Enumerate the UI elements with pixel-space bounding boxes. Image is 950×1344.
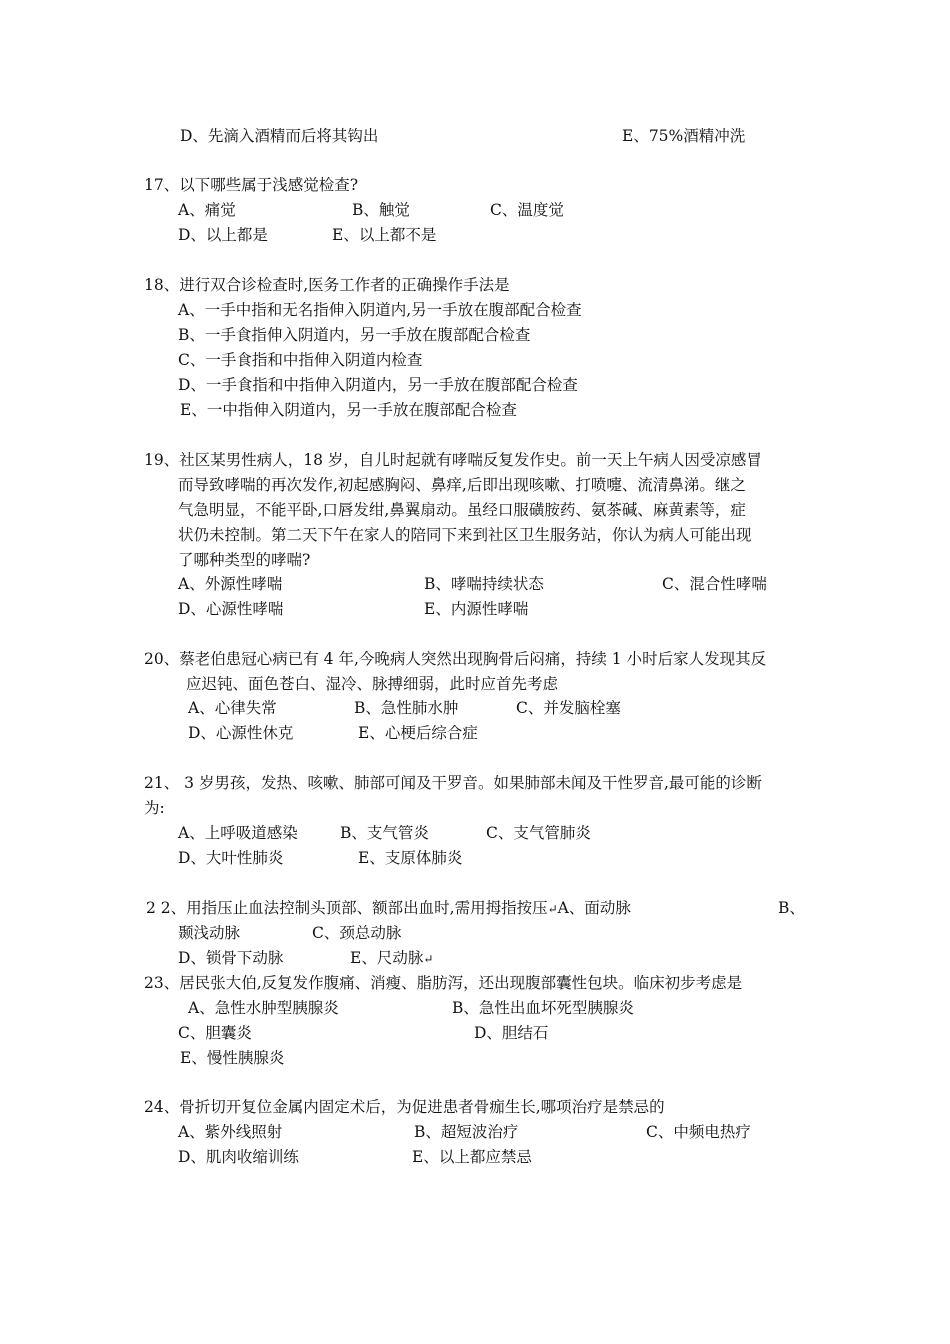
q24-option-d: D、肌肉收缩训练 bbox=[178, 1148, 299, 1166]
q17-option-e: E、以上都不是 bbox=[332, 226, 437, 244]
q19-option-d: D、心源性哮喘 bbox=[178, 600, 284, 618]
q22-option-b: B、 bbox=[778, 899, 805, 917]
q20-stem-line-1: 20、蔡老伯患冠心病已有 4 年,今晚病人突然出现胸骨后闷痛，持续 1 小时后家人发现其反 bbox=[144, 650, 767, 668]
paragraph-mark-icon: ↵ bbox=[423, 952, 434, 966]
q18-option-d: D、一手食指和中指伸入阴道内，另一手放在腹部配合检查 bbox=[178, 376, 578, 394]
q20-option-a: A、心律失常 bbox=[188, 699, 277, 717]
q22-option-e: E、尺动脉 bbox=[350, 949, 424, 967]
q21-option-d: D、大叶性肺炎 bbox=[178, 849, 284, 867]
q21-option-b: B、支气管炎 bbox=[340, 824, 429, 842]
q20-option-b: B、急性肺水肿 bbox=[354, 699, 459, 717]
q20-option-c: C、并发脑栓塞 bbox=[516, 699, 621, 717]
q17-option-c: C、温度觉 bbox=[490, 201, 564, 219]
paragraph-mark-icon: ↵ bbox=[547, 902, 558, 916]
q23-option-c: C、胆囊炎 bbox=[178, 1024, 252, 1042]
q18-option-a: A、一手中指和无名指伸入阴道内,另一手放在腹部配合检查 bbox=[178, 301, 582, 319]
q21-option-e: E、支原体肺炎 bbox=[358, 849, 463, 867]
q20-option-e: E、心梗后综合症 bbox=[358, 724, 478, 742]
q19-option-a: A、外源性哮喘 bbox=[178, 575, 283, 593]
q21-option-a: A、上呼吸道感染 bbox=[178, 824, 298, 842]
q22-option-b-text: 颞浅动脉 bbox=[178, 924, 241, 942]
q20-option-d: D、心源性休克 bbox=[188, 724, 294, 742]
q18-stem: 18、进行双合诊检查时,医务工作者的正确操作手法是 bbox=[144, 276, 510, 294]
q18-option-b: B、一手食指伸入阴道内，另一手放在腹部配合检查 bbox=[178, 326, 531, 344]
q23-option-b: B、急性出血坏死型胰腺炎 bbox=[452, 999, 634, 1017]
q19-option-c: C、混合性哮喘 bbox=[662, 575, 767, 593]
q19-option-e: E、内源性哮喘 bbox=[424, 600, 529, 618]
q16-option-d: D、先滴入酒精而后将其钩出 bbox=[180, 127, 379, 145]
q23-option-d: D、胆结石 bbox=[474, 1024, 549, 1042]
q23-option-e: E、慢性胰腺炎 bbox=[180, 1049, 285, 1067]
q21-stem-line-2: 为: bbox=[144, 799, 165, 817]
q24-option-b: B、超短波治疗 bbox=[414, 1123, 519, 1141]
q22-option-c: C、颈总动脉 bbox=[312, 924, 402, 942]
q24-option-a: A、紫外线照射 bbox=[178, 1123, 283, 1141]
q20-stem-line-2: 应迟钝、面色苍白、湿冷、脉搏细弱，此时应首先考虑 bbox=[186, 675, 559, 693]
q17-stem: 17、以下哪些属于浅感觉检查? bbox=[144, 176, 359, 194]
q19-stem-line-3: 气急明显，不能平卧,口唇发绀,鼻翼扇动。虽经口服磺胺药、氨茶碱、麻黄素等，症 bbox=[178, 501, 746, 519]
q22-stem-text: 2 2、用指压止血法控制头顶部、额部出血时,需用拇指按压 bbox=[146, 899, 548, 917]
q22-option-e-wrap bbox=[350, 948, 433, 969]
q22-option-d: D、锁骨下动脉 bbox=[178, 949, 284, 967]
q24-stem: 24、骨折切开复位金属内固定术后，为促进患者骨痂生长,哪项治疗是禁忌的 bbox=[144, 1098, 665, 1116]
q21-stem-line-1: 21、 3 岁男孩，发热、咳嗽、肺部可闻及干罗音。如果肺部未闻及干性罗音,最可能的诊断 bbox=[144, 774, 762, 792]
q19-stem-line-1: 19、社区某男性病人，18 岁，自儿时起就有哮喘反复发作史。前一天上午病人因受凉感冒 bbox=[144, 451, 762, 469]
q19-stem-line-2: 而导致哮喘的再次发作,初起感胸闷、鼻痒,后即出现咳嗽、打喷嚏、流清鼻涕。继之 bbox=[178, 476, 746, 494]
q19-stem-line-5: 了哪种类型的哮喘? bbox=[178, 551, 311, 569]
q19-stem-line-4: 状仍未控制。第二天下午在家人的陪同下来到社区卫生服务站，你认为病人可能出现 bbox=[178, 526, 752, 544]
q19-option-b: B、哮喘持续状态 bbox=[424, 575, 544, 593]
q17-option-b: B、触觉 bbox=[352, 201, 410, 219]
q17-option-d: D、以上都是 bbox=[178, 226, 268, 244]
q23-stem: 23、居民张大伯,反复发作腹痛、消瘦、脂肪泻，还出现腹部囊性包块。临床初步考虑是 bbox=[144, 974, 743, 992]
q18-option-c: C、一手食指和中指伸入阴道内检查 bbox=[178, 351, 423, 369]
q18-option-e: E、一中指伸入阴道内，另一手放在腹部配合检查 bbox=[180, 401, 517, 419]
q22-stem bbox=[146, 898, 631, 919]
q21-option-c: C、支气管肺炎 bbox=[486, 824, 591, 842]
q22-option-a: A、面动脉 bbox=[557, 899, 631, 917]
q24-option-e: E、以上都应禁忌 bbox=[412, 1148, 532, 1166]
q17-option-a: A、痛觉 bbox=[178, 201, 236, 219]
q23-option-a: A、急性水肿型胰腺炎 bbox=[188, 999, 339, 1017]
q24-option-c: C、中频电热疗 bbox=[646, 1123, 751, 1141]
q16-option-e: E、75%酒精冲洗 bbox=[622, 127, 746, 145]
